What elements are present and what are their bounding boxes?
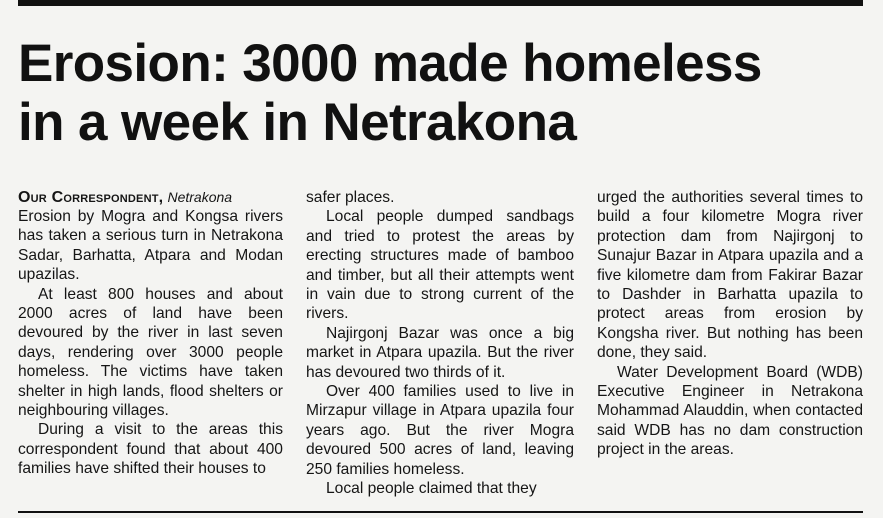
byline [18,188,283,207]
byline-place: Netrakona [167,189,233,205]
headline-line-1: Erosion: 3000 made homeless [18,34,762,93]
article-column-1 [18,188,283,479]
paragraph: At least 800 houses and about 2000 acres of land have been devoured by the river in last seven days, rendering over 3000 people homeless. The victims have taken shelter in high lands, flood shelters or neighbouring villages. [18,285,283,420]
article-column-3 [597,188,863,460]
paragraph: Local people dumped sandbags and tried to protest the areas by erecting structures made of bamboo and timber, but all their attempts went in vain due to strong current of the rivers. [306,208,574,323]
paragraph: Najirgonj Bazar was once a big market in Atpara upazila. But the river has devoured two thirds of it. [306,324,574,381]
paragraph: Local people claimed that they [326,480,537,498]
paragraph: Water Development Board (WDB) Executive Engineer in Netrakona Mohammad Alauddin, when contacted said WDB has no dam construction project in the areas. [597,363,863,459]
paragraph: During a visit to the areas this correspondent found that about 400 families have shifted their houses to [18,421,283,478]
bottom-rule [18,511,863,513]
headline [18,34,868,152]
byline-name: Our Correspondent, [18,189,164,206]
paragraph: urged the authorities several times to build a four kilometre Mogra river protection dam from Najirgonj to Sunajur Bazar in Atpara upazila and a five kilometre dam from Fakirar Bazar to Dashder in Barhatta upazila to protect areas from erosion by Kongsha river. But nothing has been done, they said. [597,189,863,362]
top-rule [18,0,863,6]
paragraph: safer places. [306,189,395,206]
paragraph: Erosion by Mogra and Kongsa rivers has taken a serious turn in Netrakona Sadar, Barhatta, Atpara and Modan upazilas. [18,208,283,284]
article-column-2 [306,188,574,499]
paragraph: Over 400 families used to live in Mirzapur village in Atpara upazila four years ago. But the river Mogra devoured 500 acres of land, leaving 250 families homeless. [306,383,574,478]
headline-line-2: in a week in Netrakona [18,93,577,152]
